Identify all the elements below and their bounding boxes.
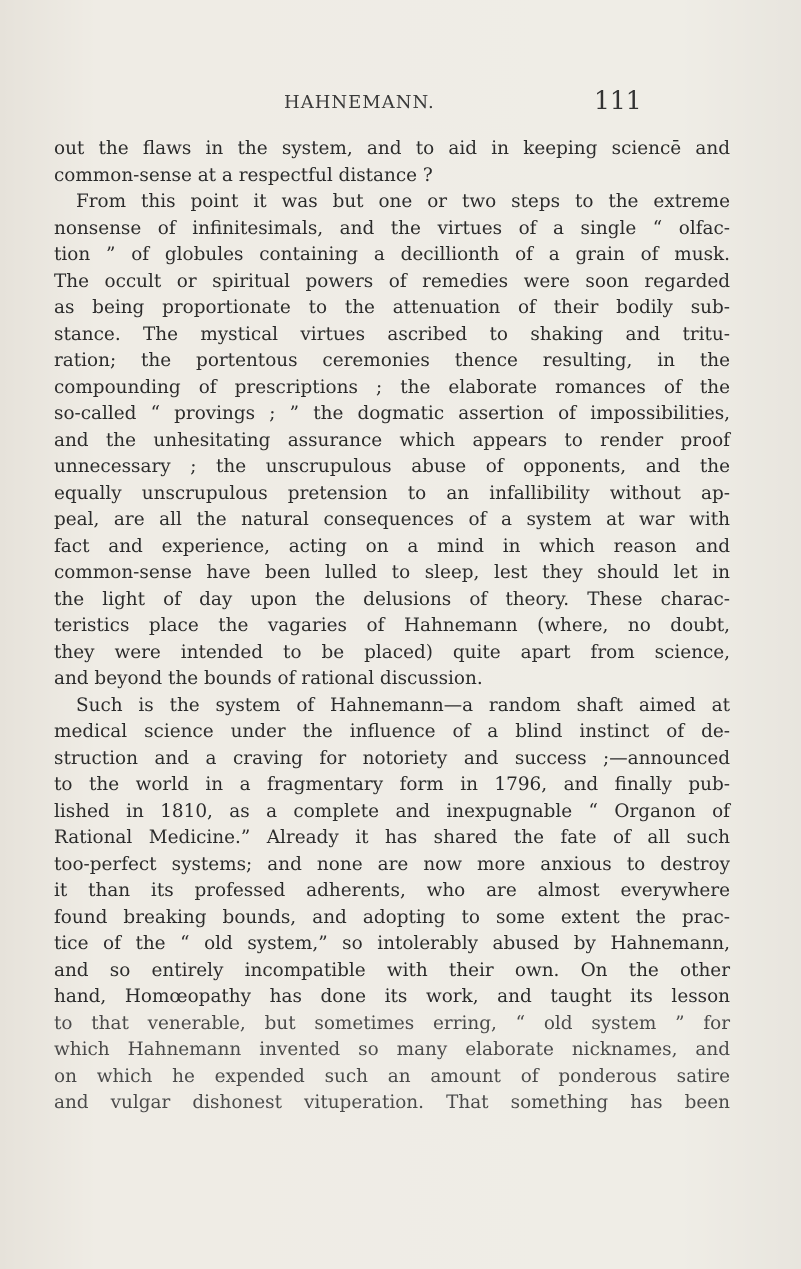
text-line: fact and experience, acting on a mind in which reason and [54,535,730,557]
text-line: to the world in a fragmentary form in 1796, and finally pub- [54,774,730,795]
text-line: to that venerable, but sometimes erring, “ old system ” for [54,1012,730,1034]
text-line: the light of day upon the delusions of theory. These charac- [54,588,730,610]
text-line: Such is the system of Hahnemann—a random shaft aimed at [76,694,730,716]
text-line: and the unhesitating assurance which appears to render proof [54,429,730,451]
text-line: they were intended to be placed) quite apart from science, [54,641,730,663]
text-line: hand, Homœopathy has done its work, and taught its lesson [54,986,730,1007]
text-line: tice of the “ old system,” so intolerably abused by Hahnemann, [54,933,730,954]
text-line: common-sense have been lulled to sleep, lest they should let in [54,562,730,583]
text-line: and beyond the bounds of rational discussion. [54,668,483,689]
text-line: so-called “ provings ; ” the dogmatic assertion of impossibilities, [54,403,730,424]
text-line: stance. The mystical virtues ascribed to shaking and tritu- [54,323,730,345]
text-line: which Hahnemann invented so many elaborate nicknames, and [54,1039,730,1060]
text-line: it than its professed adherents, who are almost everywhere [54,880,730,901]
text-line: equally unscrupulous pretension to an infallibility without ap- [54,482,730,504]
text-line: nonsense of infinitesimals, and the virtues of a single “ olfac- [54,217,730,239]
text-line: found breaking bounds, and adopting to some extent the prac- [54,906,730,928]
text-line: unnecessary ; the unscrupulous abuse of opponents, and the [54,456,730,477]
text-line: common-sense at a respectful distance ? [54,164,433,186]
text-line: The occult or spiritual powers of remedies were soon regarded [54,270,730,292]
text-line: as being proportionate to the attenuation of their bodily sub- [54,297,730,318]
text-line: peal, are all the natural consequences of a system at war with [54,509,730,530]
page-number: 111 [594,86,642,115]
text-line: too-perfect systems; and none are now more anxious to destroy [54,853,730,875]
text-line: compounding of prescriptions ; the elaborate romances of the [54,376,730,398]
text-line: and vulgar dishonest vituperation. That something has been [54,1092,730,1113]
running-head-title: HAHNEMANN. [284,92,435,113]
text-line: on which he expended such an amount of ponderous satire [54,1065,730,1087]
text-line: tion ” of globules containing a decillionth of a grain of musk. [54,244,730,265]
text-line: out the flaws in the system, and to aid in keeping sciencē and [54,138,730,159]
running-head [0,86,801,116]
text-line: struction and a craving for notoriety and success ;—announced [54,747,730,769]
text-line: lished in 1810, as a complete and inexpugnable “ Organon of [54,800,730,822]
text-line: teristics place the vagaries of Hahnemann (where, no doubt, [54,615,730,636]
text-line: and so entirely incompatible with their own. On the other [54,959,730,981]
body-text [54,136,730,1117]
text-line: From this point it was but one or two steps to the extreme [76,191,730,212]
text-line: medical science under the influence of a blind instinct of de- [54,721,730,742]
text-line: ration; the portentous ceremonies thence resulting, in the [54,350,730,371]
text-line: Rational Medicine.” Already it has shared the fate of all such [54,827,730,848]
